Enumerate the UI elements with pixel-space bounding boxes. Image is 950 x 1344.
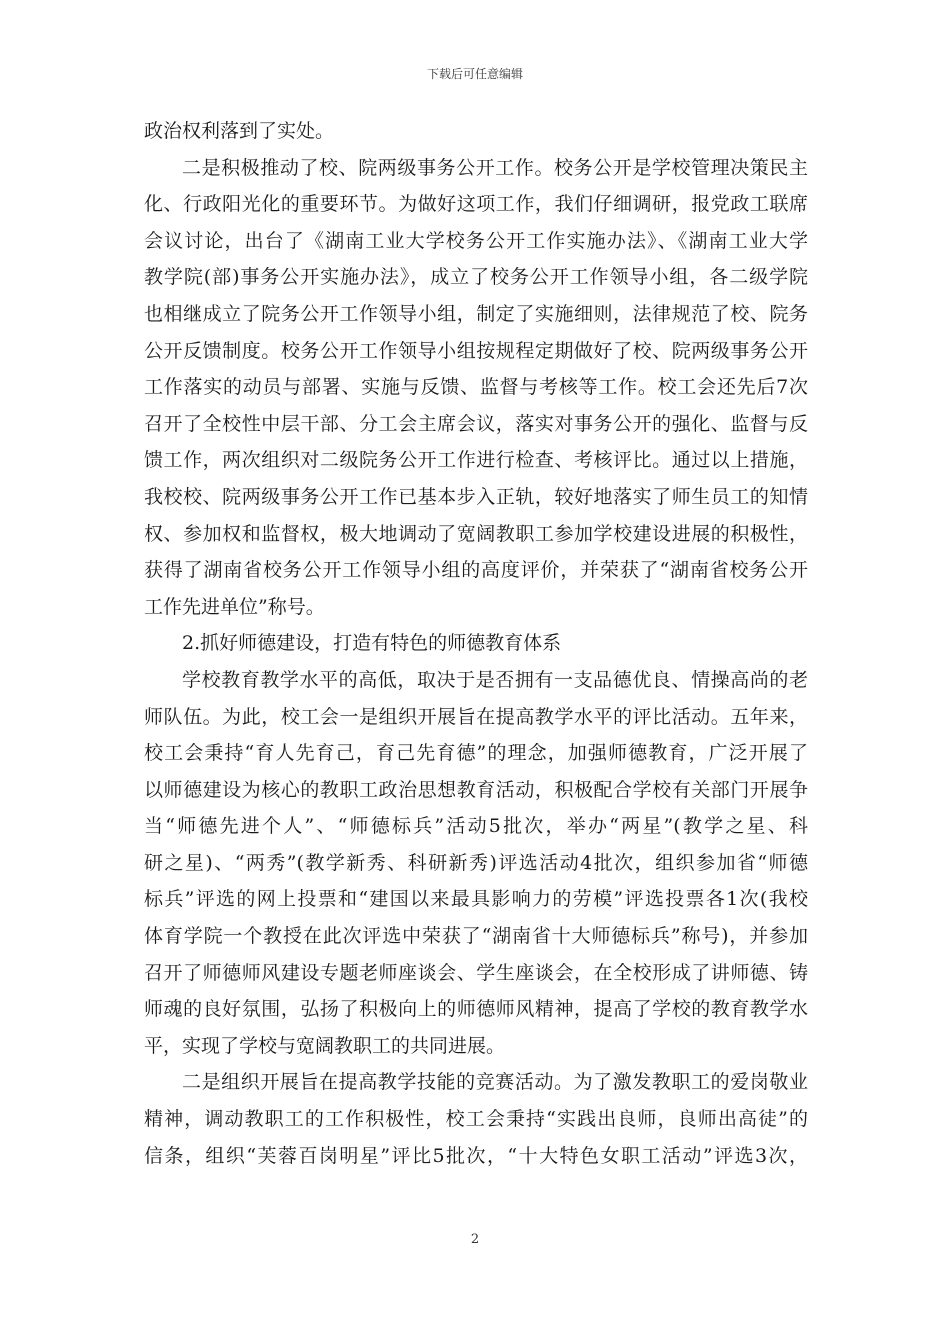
text-line: 工作落实的动员与部署、实施与反馈、监督与考核等工作。校工会还先后7次 — [144, 376, 808, 399]
text-line: 平，实现了学校与宽阔教职工的共同进展。 — [144, 1034, 506, 1057]
text-line: 二是积极推动了校、院两级事务公开工作。校务公开是学校管理决策民主 — [182, 156, 808, 179]
page-number: 2 — [470, 1232, 480, 1247]
text-line: 师队伍。为此，校工会一是组织开展旨在提高教学水平的评比活动。五年来， — [144, 705, 808, 728]
text-line: 召开了师德师风建设专题老师座谈会、学生座谈会，在全校形成了讲师德、铸 — [144, 961, 808, 984]
text-line: 馈工作，两次组织对二级院务公开工作进行检查、考核评比。通过以上措施， — [144, 449, 808, 472]
text-line: 以师德建设为核心的教职工政治思想教育活动，积极配合学校有关部门开展争 — [144, 778, 808, 801]
text-line: 召开了全校性中层干部、分工会主席会议，落实对事务公开的强化、监督与反 — [144, 412, 808, 435]
text-line: 我校校、院两级事务公开工作已基本步入正轨，较好地落实了师生员工的知情 — [144, 485, 808, 508]
text-line: 精神，调动教职工的工作积极性，校工会秉持“实践出良师，良师出高徒”的 — [144, 1108, 808, 1131]
text-line: 会议讨论，出台了《湖南工业大学校务公开工作实施办法》、《湖南工业大学 — [144, 229, 808, 252]
text-line: 学校教育教学水平的高低，取决于是否拥有一支品德优良、情操高尚的老 — [182, 668, 808, 691]
section-heading: 2.抓好师德建设，打造有特色的师德教育体系 — [182, 632, 562, 655]
text-line: 工作先进单位”称号。 — [144, 595, 325, 618]
text-line: 也相继成立了院务公开工作领导小组，制定了实施细则，法律规范了校、院务 — [144, 302, 808, 325]
text-line: 标兵”评选的网上投票和“建国以来最具影响力的劳模”评选投票各1次(我校 — [144, 888, 808, 911]
text-line: 公开反馈制度。校务公开工作领导小组按规程定期做好了校、院两级事务公开 — [144, 339, 808, 362]
page-header: 下载后可任意编辑 — [426, 67, 523, 81]
text-line: 体育学院一个教授在此次评选中荣获了“湖南省十大师德标兵”称号)，并参加 — [144, 925, 808, 948]
text-line: 二是组织开展旨在提高教学技能的竞赛活动。为了激发教职工的爱岗敬业 — [182, 1071, 808, 1094]
text-line: 化、行政阳光化的重要环节。为做好这项工作，我们仔细调研，报党政工联席 — [144, 193, 808, 216]
text-line: 师魂的良好氛围，弘扬了积极向上的师德师风精神，提高了学校的教育教学水 — [144, 998, 808, 1021]
text-line: 校工会秉持“育人先育己，育己先育德”的理念，加强师德教育，广泛开展了 — [144, 742, 808, 765]
text-line: 权、参加权和监督权，极大地调动了宽阔教职工参加学校建设进展的积极性， — [144, 522, 808, 545]
text-line: 政治权利落到了实处。 — [144, 120, 335, 142]
text-line: 研之星)、“两秀”(教学新秀、科研新秀)评选活动4批次，组织参加省“师德 — [144, 851, 808, 874]
text-line: 教学院(部)事务公开实施办法》，成立了校务公开工作领导小组，各二级学院 — [144, 266, 808, 289]
document-body — [144, 113, 808, 1174]
text-line: 获得了湖南省校务公开工作领导小组的高度评价，并荣获了“湖南省校务公开 — [144, 559, 808, 582]
text-line: 信条，组织“芙蓉百岗明星”评比5批次，“十大特色女职工活动”评选3次， — [144, 1144, 808, 1167]
text-line: 当“师德先进个人”、“师德标兵”活动5批次，举办“两星”(教学之星、科 — [144, 815, 808, 838]
